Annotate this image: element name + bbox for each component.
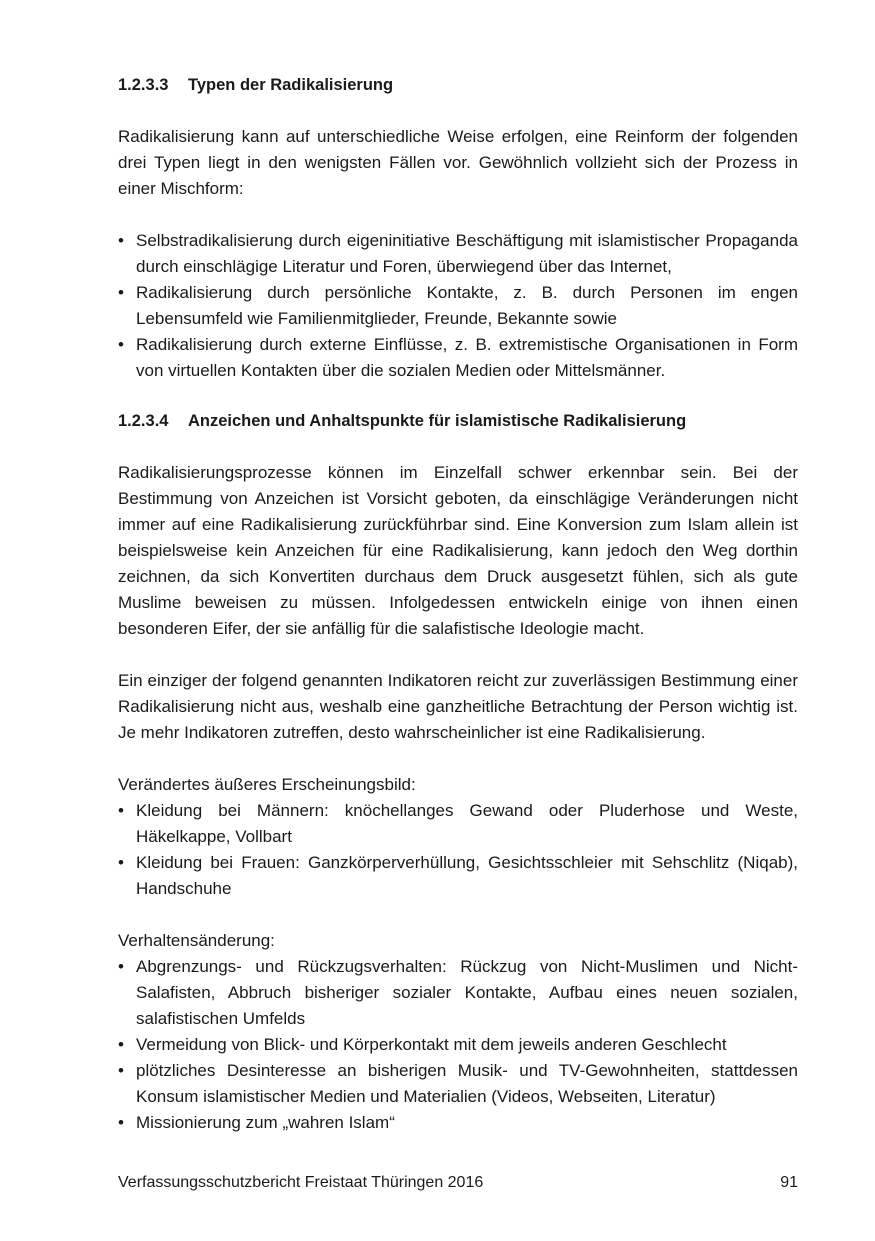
indicator-group-label: Verhaltensänderung:	[118, 931, 275, 950]
list-item: • Missionierung zum „wahren Islam“	[118, 1110, 798, 1136]
list-item: • Abgrenzungs- und Rückzugsverhalten: Rückzug von Nicht-Muslimen und Nicht-Salafisten, Abbruch bisheriger sozialer Kontakte, Aufbau eines neuen sozialen, salafistischen Umfelds	[118, 954, 798, 1032]
page-content	[118, 72, 798, 1136]
list-item: • Selbstradikalisierung durch eigeninitiative Beschäftigung mit islamistischer Propaganda durch einschlägige Literatur und Foren, überwiegend über das Internet,	[118, 228, 798, 280]
section-heading-typen	[118, 72, 798, 98]
list-item: • Radikalisierung durch persönliche Kontakte, z. B. durch Personen im engen Lebensumfeld wie Familienmitglieder, Freunde, Bekannte sowie	[118, 280, 798, 332]
appearance-indicators-list	[118, 798, 798, 902]
footer-publication: Verfassungsschutzbericht Freistaat Thüringen 2016	[118, 1174, 484, 1191]
section-heading-anzeichen	[118, 408, 798, 434]
behavior-indicators-list	[118, 954, 798, 1136]
list-item: • Vermeidung von Blick- und Körperkontakt mit dem jeweils anderen Geschlecht	[118, 1032, 798, 1058]
page-number: 91	[780, 1174, 798, 1191]
paragraph: Radikalisierungsprozesse können im Einzelfall schwer erkennbar sein. Bei der Bestimmung von Anzeichen ist Vorsicht geboten, da einschlägige Veränderungen nicht immer auf eine Radikalisierung zurückführbar sind. Eine Konversion zum Islam allein ist beispielsweise kein Anzeichen für eine Radikalisierung, kann jedoch den Weg dorthin zeichnen, da sich Konvertiten durchaus dem Druck ausgesetzt fühlen, sich als gute Muslime beweisen zu müssen. Infolgedessen entwickeln einige von ihnen einen besonderen Eifer, der sie anfällig für die salafistische Ideologie macht.	[118, 463, 798, 638]
radicalization-types-list	[118, 228, 798, 384]
paragraph: Ein einziger der folgend genannten Indikatoren reicht zur zuverlässigen Bestimmung einer Radikalisierung nicht aus, weshalb eine ganzheitliche Betrachtung der Person wichtig ist. Je mehr Indikatoren zutreffen, desto wahrscheinlicher ist eine Radikalisierung.	[118, 671, 798, 742]
section-title: Anzeichen und Anhaltspunkte für islamistische Radikalisierung	[188, 412, 687, 430]
section-number: 1.2.3.4	[118, 412, 169, 430]
section-intro: Radikalisierung kann auf unterschiedliche Weise erfolgen, eine Reinform der folgenden drei Typen liegt in den wenigsten Fällen vor. Gewöhnlich vollzieht sich der Prozess in einer Mischform:	[118, 127, 798, 198]
list-item: • Kleidung bei Männern: knöchellanges Gewand oder Pluderhose und Weste, Häkelkappe, Vollbart	[118, 798, 798, 850]
indicator-group-label: Verändertes äußeres Erscheinungsbild:	[118, 775, 416, 794]
list-item: • Radikalisierung durch externe Einflüsse, z. B. extremistische Organisationen in Form von virtuellen Kontakten über die sozialen Medien oder Mittelsmänner.	[118, 332, 798, 384]
list-item: • plötzliches Desinteresse an bisherigen Musik- und TV-Gewohnheiten, stattdessen Konsum islamistischer Medien und Materialien (Videos, Webseiten, Literatur)	[118, 1058, 798, 1110]
section-number: 1.2.3.3	[118, 76, 169, 94]
page-footer	[118, 1170, 798, 1196]
section-title: Typen der Radikalisierung	[188, 76, 394, 94]
list-item: • Kleidung bei Frauen: Ganzkörperverhüllung, Gesichtsschleier mit Sehschlitz (Niqab), Handschuhe	[118, 850, 798, 902]
